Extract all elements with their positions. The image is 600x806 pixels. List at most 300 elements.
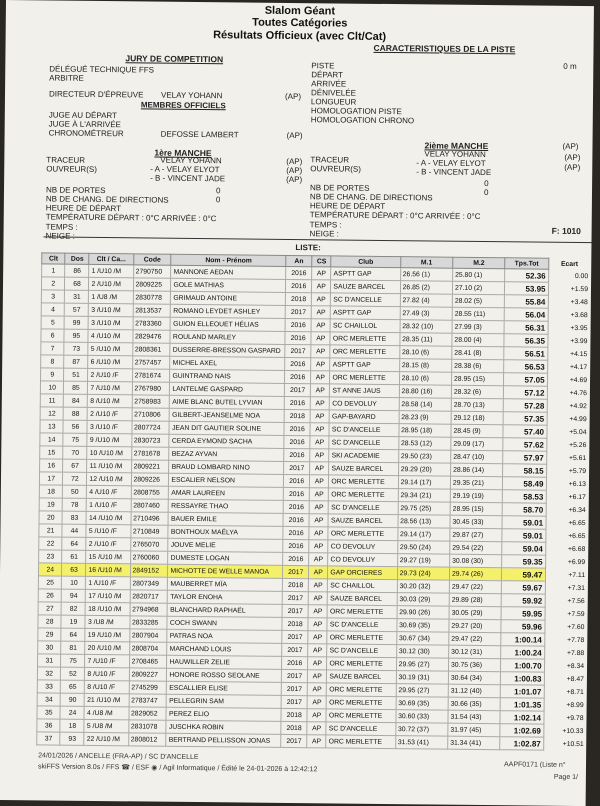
cell-clt-cat: 2 /U10 /M [89, 277, 133, 290]
cell-m1: 28.58 (14) [399, 398, 451, 412]
cell-m2: 30.12 (31) [449, 645, 501, 659]
cell-clt-cat: 7 /U10 /M [88, 381, 132, 394]
cell-m1: 28.56 (13) [398, 515, 450, 529]
cell-m2: 28.95 (15) [450, 502, 502, 516]
jury-arbitre-label: ARBITRE [49, 73, 84, 83]
cell-clt: 21 [39, 524, 63, 537]
cell-dos: 83 [62, 511, 86, 524]
manche1-temps-label: TEMPS : [45, 222, 78, 232]
cell-m2: 29.87 (27) [450, 528, 502, 542]
cell-m1: 30.12 (30) [396, 645, 448, 659]
cell-club: ORC MERLETTE [327, 683, 396, 697]
cell-club: SAUZE BARCEL [328, 592, 397, 606]
manche2-portes-label: NB DE PORTES [310, 183, 370, 193]
cell-clt: 19 [39, 498, 63, 511]
cell-clt-cat: 5 /U8 /M [84, 719, 128, 732]
cell-nom-prenom: MICHEL AXEL [170, 356, 285, 370]
cell-nom-prenom: ESCALIER NELSON [169, 473, 284, 487]
cell-cs: AP [310, 449, 329, 462]
cell-club: SC D'ANCELLE [327, 618, 396, 632]
cell-m1: 30.60 (33) [396, 710, 448, 724]
cell-m1: 29.34 (21) [398, 489, 450, 503]
cell-clt-cat: 3 /U8 /M [85, 615, 129, 628]
cell-m2: 29.54 (22) [450, 541, 502, 555]
membres-officiels-title: MEMBRES OFFICIELS [140, 100, 226, 111]
cell-m1: 29.50 (24) [397, 541, 449, 555]
cell-ecart: +9.78 [566, 714, 584, 722]
cell-tps-tot: 59.95 [501, 607, 544, 620]
cell-cs: AP [307, 709, 326, 722]
cell-clt: 22 [39, 537, 63, 550]
cell-clt: 15 [40, 446, 64, 459]
cell-dos: 10 [62, 576, 86, 589]
cell-cs: AP [307, 683, 326, 696]
cell-cs: AP [309, 501, 328, 514]
column-header-nom-prenom: Nom - Prénom [171, 254, 286, 266]
f-value: F: 1010 [551, 225, 581, 237]
cell-annee: 2016 [283, 552, 309, 565]
cell-annee: 2017 [282, 591, 308, 604]
manche1-portes-label: NB DE PORTES [45, 185, 106, 196]
column-header-ecart: Ecart [560, 260, 579, 268]
cell-ecart: +5.26 [569, 441, 587, 449]
cell-m1: 30.19 (31) [396, 671, 448, 685]
cell-clt: 2 [41, 277, 65, 290]
cell-annee: 2018 [282, 578, 308, 591]
cell-dos: 78 [63, 498, 87, 511]
cell-tps-tot: 58.53 [503, 490, 546, 503]
cell-tps-tot: 57.97 [503, 451, 546, 464]
cell-m2: 31.54 (43) [448, 710, 500, 724]
chronometreur-tag: (AP) [286, 130, 303, 141]
cell-m1: 29.73 (24) [397, 567, 449, 581]
cell-annee: 2016 [283, 500, 309, 513]
cell-m2: 28.45 (9) [451, 424, 503, 438]
manche2-neige-label: NEIGE : [309, 229, 339, 239]
cell-club: ORC MERLETTE [326, 709, 395, 723]
cell-code: 2829476 [132, 330, 170, 343]
manche2-traceur-tag: (AP) [562, 141, 579, 152]
cell-club: GAP-BAYARD [330, 410, 399, 424]
cell-nom-prenom: PEREZ ELIO [166, 707, 281, 721]
cell-clt-cat: 7 /U10 /F [85, 654, 129, 667]
manche1-traceur-tag: (AP) [286, 156, 303, 167]
chronometreur-value: DEFOSSE LAMBERT [160, 129, 239, 140]
piste-title: CARACTERISTIQUES DE LA PISTE [373, 42, 516, 55]
cell-nom-prenom: MAUBERRET MÏA [168, 577, 283, 591]
cell-dos: 68 [65, 277, 89, 290]
cell-nom-prenom: AMAR LAUREEN [169, 486, 284, 500]
cell-cs: AP [311, 319, 330, 332]
cell-nom-prenom: JUSCHKA ROBIN [166, 720, 281, 734]
column-header-m1: M.1 [400, 257, 452, 269]
cell-cs: AP [308, 605, 327, 618]
cell-clt: 33 [37, 680, 61, 693]
footer-list-code: AAPF0171 (Liste n° [503, 761, 566, 769]
cell-ecart: +8.34 [566, 662, 585, 670]
cell-club: CO DEVOLUY [328, 553, 397, 567]
manche2-title: 2ième MANCHE [424, 140, 489, 152]
denivelee-value: 0 m [563, 61, 577, 71]
manche2-chang-label: NB DE CHANG. DE DIRECTIONS [309, 192, 433, 203]
cell-m1: 30.20 (32) [397, 580, 449, 594]
manche1-ouvreur-b-tag: (AP) [286, 174, 303, 185]
cell-m1: 28.35 (11) [400, 333, 452, 347]
cell-code: 2807724 [131, 421, 169, 434]
cell-annee: 2016 [286, 266, 312, 279]
cell-ecart: +6.65 [568, 519, 586, 527]
cell-nom-prenom: PATRAS NOA [167, 629, 282, 643]
cell-cs: AP [311, 345, 330, 358]
cell-dos: 75 [61, 654, 85, 667]
cell-m1: 29.75 (25) [398, 502, 450, 516]
cell-clt-cat: 18 /U10 /M [86, 602, 130, 615]
cell-tps-tot: 1:00.14 [501, 633, 544, 646]
cell-cs: AP [310, 475, 329, 488]
cell-club: SC D'ANCELLE [329, 436, 398, 450]
cell-code: 2708465 [129, 655, 167, 668]
cell-ecart: +5.79 [568, 467, 587, 475]
cell-dos: 56 [63, 420, 87, 433]
cell-club: SC D'ANCELLE [329, 501, 398, 515]
manche2-ouvreur-a-tag: (AP) [564, 152, 581, 163]
homologation-chrono-label: HOMOLOGATION CHRONO [310, 115, 415, 126]
cell-code: 2807460 [131, 499, 169, 512]
longueur-label: LONGUEUR [310, 97, 357, 107]
cell-nom-prenom: GILBERT-JEANSELME NOA [170, 408, 285, 422]
cell-nom-prenom: BAUER EMILE [168, 512, 283, 526]
manche1-temperature: TEMPÉRATURE DÉPART : 0°C ARRIVÉE : 0°C [45, 212, 217, 224]
column-header-m2: M.2 [453, 257, 505, 269]
cell-cs: AP [312, 293, 331, 306]
jury-directeur-value: VELAY YOHANN [160, 90, 223, 101]
cell-code: 2765070 [130, 538, 168, 551]
cell-clt-cat: 3 /U10 /M [89, 316, 133, 329]
cell-clt-cat: 1 /U10 /F [86, 576, 130, 589]
cell-ecart: +8.71 [566, 688, 584, 696]
cell-dos: 94 [62, 589, 86, 602]
cell-club: GAP ORCIERES [328, 566, 397, 580]
cell-ecart: 0.00 [574, 272, 589, 280]
cell-clt: 9 [41, 368, 65, 381]
manche2-ouvreur-b: - B - VINCENT JADE [416, 167, 492, 178]
chronometreur-label: CHRONOMÉTREUR [48, 128, 124, 139]
manche2-chang-value: 0 [483, 188, 489, 198]
cell-annee: 2016 [283, 513, 309, 526]
cell-clt: 35 [37, 706, 61, 719]
cell-dos: 87 [64, 355, 88, 368]
cell-tps-tot: 59.35 [502, 555, 545, 568]
cell-m2: 30.45 (33) [450, 515, 502, 529]
cell-m2: 29.89 (28) [449, 593, 501, 607]
cell-clt: 32 [37, 667, 61, 680]
cell-ecart: +6.99 [567, 558, 586, 566]
cell-annee: 2018 [282, 617, 308, 630]
cell-nom-prenom: MICHOTTE DE WELLE MANOA [168, 564, 283, 578]
cell-clt: 25 [38, 576, 62, 589]
manche2-portes-value: 0 [484, 179, 489, 189]
cell-club: SC D'ANCELLE [331, 293, 400, 307]
cell-club: SC CHAILLOL [330, 319, 399, 333]
manche2-temperature: TEMPÉRATURE DÉPART : 0°C ARRIVÉE : 0°C [309, 210, 481, 221]
cell-nom-prenom: BRAUD LOMBARD NINO [169, 460, 284, 474]
cell-dos: 18 [60, 719, 84, 732]
cell-dos: 99 [65, 316, 89, 329]
column-header-code: Code [133, 254, 171, 265]
cell-m2: 31.34 (41) [448, 736, 500, 750]
cell-dos: 44 [62, 524, 86, 537]
cell-dos: 67 [63, 459, 87, 472]
cell-clt: 34 [37, 693, 61, 706]
cell-cs: AP [309, 488, 328, 501]
manche1-portes-value: 0 [215, 186, 221, 196]
liste-label: LISTE: [295, 243, 321, 253]
cell-code: 2781678 [131, 447, 169, 460]
cell-clt-cat: 9 /U10 /M [87, 433, 131, 446]
footer-software: skiFFS Version 8.0s / FFS ☎ / ESF ◉ / Agil Informatique / Édité le 24-01-2026 à 12:42:12 [37, 763, 318, 774]
cell-tps-tot: 57.40 [503, 425, 546, 438]
cell-clt-cat: 6 /U10 /M [88, 355, 132, 368]
cell-cs: AP [307, 696, 326, 709]
cell-cs: AP [311, 358, 330, 371]
cell-clt: 13 [40, 420, 64, 433]
cell-m2: 28.41 (8) [452, 346, 504, 360]
cell-code: 2831078 [128, 720, 166, 733]
cell-cs: AP [309, 579, 328, 592]
manche2-temps-label: TEMPS : [309, 220, 342, 230]
cell-nom-prenom: JEAN DIT GAUTIER SOLINE [169, 421, 284, 435]
cell-code: 2813537 [133, 304, 171, 317]
cell-club: ORC MERLETTE [327, 657, 396, 671]
piste-label: PISTE [311, 61, 335, 71]
cell-m1: 28.95 (18) [399, 424, 451, 438]
manche2-ouvreur-a: - A - VELAY ELYOT [416, 158, 486, 169]
cell-m2: 30.64 (34) [448, 671, 500, 685]
cell-ecart: +5.61 [568, 454, 587, 462]
cell-clt-cat: 1 /U10 /M [89, 264, 133, 277]
cell-annee: 2017 [283, 565, 309, 578]
cell-cs: AP [311, 306, 330, 319]
cell-annee: 2017 [282, 643, 308, 656]
cell-club: ST ANNE JAUS [330, 384, 399, 398]
results-table [36, 252, 591, 751]
cell-club: SAUZE BARCEL [327, 670, 396, 684]
cell-code: 2809227 [129, 668, 167, 681]
cell-annee: 2016 [284, 396, 310, 409]
cell-code: 2820717 [130, 590, 168, 603]
cell-annee: 2016 [282, 656, 308, 669]
cell-nom-prenom: BONTHOUX MAËLYA [168, 525, 283, 539]
cell-tps-tot: 56.31 [504, 321, 547, 334]
cell-clt-cat: 5 /U10 /F [86, 524, 130, 537]
race-title: Slalom Géant [264, 4, 336, 18]
cell-annee: 2018 [285, 292, 311, 305]
cell-nom-prenom: DUMESTE LOGAN [168, 551, 283, 565]
cell-clt: 26 [38, 589, 62, 602]
cell-club: ORC MERLETTE [327, 605, 396, 619]
cell-ecart: +4.17 [569, 363, 588, 371]
cell-m1: 26.56 (1) [400, 268, 452, 282]
cell-club: SC D'ANCELLE [329, 423, 398, 437]
cell-m2: 28.95 (15) [451, 372, 503, 386]
cell-ecart: +6.68 [568, 545, 586, 553]
cell-clt-cat: 11 /U10 /M [87, 459, 131, 472]
jury-delegue-label: DÉLÉGUÉ TECHNIQUE FFS [49, 64, 155, 75]
cell-nom-prenom: ROMANO LEYDET ASHLEY [171, 304, 286, 318]
cell-m2: 28.00 (4) [452, 333, 504, 347]
cell-nom-prenom: COCH SWANN [167, 616, 282, 630]
cell-m2: 28.32 (6) [451, 385, 503, 399]
cell-annee: 2016 [284, 422, 310, 435]
cell-code: 2830723 [131, 434, 169, 447]
cell-nom-prenom: ROULAND MARLEY [170, 330, 285, 344]
cell-m2: 27.10 (2) [452, 281, 504, 295]
cell-m1: 27.49 (3) [400, 307, 452, 321]
cell-nom-prenom: AIME BLANC BUTEL LYVIAN [170, 395, 285, 409]
cell-cs: AP [311, 384, 330, 397]
cell-code: 2833285 [129, 616, 167, 629]
cell-ecart: +4.15 [570, 350, 588, 358]
footer-place: 24/01/2026 / ANCELLE (FRA-AP) / SC D'ANCELLE [38, 752, 199, 762]
manche1-traceur-value: VELAY YOHANN [160, 155, 222, 166]
cell-clt: 31 [38, 654, 62, 667]
cell-dos: 50 [63, 485, 87, 498]
cell-code: 2783747 [129, 694, 167, 707]
cell-ecart: +1.59 [570, 285, 589, 293]
cell-clt-cat: 15 /U10 /M [86, 550, 130, 563]
cell-cs: AP [307, 722, 326, 735]
cell-clt-cat: 8 /U10 /M [88, 394, 132, 407]
cell-tps-tot: 56.04 [504, 308, 547, 321]
cell-dos: 88 [64, 407, 88, 420]
cell-club: ORC MERLETTE [327, 696, 396, 710]
cell-code: 2809226 [131, 473, 169, 486]
cell-nom-prenom: GUION ELLEOUET HÉLIAS [171, 317, 286, 331]
cell-dos: 51 [64, 368, 88, 381]
cell-m1: 26.85 (2) [400, 281, 452, 295]
cell-nom-prenom: GUINTRAND NAIS [170, 369, 285, 383]
column-header-dos: Dos [65, 253, 89, 264]
cell-annee: 2016 [285, 357, 311, 370]
cell-clt-cat: 4 /U10 /M [88, 329, 132, 342]
manche2-ouvreurs-label: OUVREUR(S) [310, 164, 361, 174]
cell-ecart: +7.59 [567, 610, 585, 618]
cell-code: 2809221 [131, 460, 169, 473]
cell-dos: 57 [65, 303, 89, 316]
cell-cs: AP [308, 670, 327, 683]
cell-clt-cat: 17 /U10 /M [86, 589, 130, 602]
cell-annee: 2017 [281, 682, 307, 695]
cell-club: ASPTT GAP [331, 306, 400, 320]
cell-club: SAUZE BARCEL [331, 280, 400, 294]
cell-dos: 72 [63, 472, 87, 485]
cell-clt: 4 [41, 303, 65, 316]
cell-dos: 24 [60, 706, 84, 719]
cell-nom-prenom: MARCHAND LOUIS [167, 642, 282, 656]
cell-code: 2767980 [132, 382, 170, 395]
cell-nom-prenom: JOUVE MELIE [168, 538, 283, 552]
manche2-ouvreur-b-tag: (AP) [564, 162, 581, 173]
cell-code: 2790750 [133, 265, 171, 278]
cell-clt: 17 [39, 472, 63, 485]
cell-club: ORC MERLETTE [329, 488, 398, 502]
cell-clt: 37 [37, 732, 61, 745]
cell-clt: 7 [41, 342, 65, 355]
cell-m2: 31.97 (45) [448, 723, 500, 737]
cell-nom-prenom: DUSSERRE-BRESSON GASPARD [170, 343, 285, 357]
manche1-chang-value: 0 [215, 195, 221, 205]
cell-club: SC D'ANCELLE [327, 644, 396, 658]
cell-nom-prenom: BERTRAND PELLISSON JONAS [166, 733, 281, 747]
cell-nom-prenom: PELLEGRIN SAM [167, 694, 282, 708]
cell-club: ORC MERLETTE [328, 527, 397, 541]
cell-annee: 2016 [286, 279, 312, 292]
cell-cs: AP [311, 332, 330, 345]
cell-annee: 2018 [281, 721, 307, 734]
cell-club: ORC MERLETTE [329, 475, 398, 489]
arrivee-label: ARRIVÉE [311, 79, 347, 89]
cell-clt-cat: 19 /U10 /M [85, 628, 129, 641]
cell-m2: 30.05 (29) [449, 606, 501, 620]
column-header-cs: CS [312, 256, 331, 267]
cell-annee: 2017 [284, 461, 310, 474]
cell-club: ORC MERLETTE [330, 371, 399, 385]
cell-dos: 63 [62, 563, 86, 576]
cell-clt-cat: 2 /U10 /F [88, 368, 132, 381]
cell-clt-cat: 8 /U10 /F [85, 680, 129, 693]
cell-cs: AP [312, 280, 331, 293]
cell-tps-tot: 1:01.07 [501, 685, 544, 698]
cell-m2: 25.80 (1) [453, 268, 505, 282]
cell-m2: 28.47 (10) [451, 450, 503, 464]
cell-clt: 36 [37, 719, 61, 732]
cell-annee: 2017 [285, 383, 311, 396]
juge-arrivee-label: JUGE À L'ARRIVÉE [48, 119, 121, 130]
manche1-ouvreur-a-tag: (AP) [286, 165, 303, 176]
cell-code: 2808755 [131, 486, 169, 499]
cell-clt: 5 [41, 316, 65, 329]
cell-clt: 3 [41, 290, 65, 303]
cell-clt-cat: 1 /U8 /M [89, 290, 133, 303]
cell-m2: 28.02 (5) [452, 294, 504, 308]
cell-tps-tot: 55.84 [505, 295, 548, 308]
cell-cs: AP [308, 644, 327, 657]
cell-code: 2830778 [133, 291, 171, 304]
cell-clt: 29 [38, 628, 62, 641]
jury-directeur-label: DIRECTEUR D'ÉPREUVE [48, 89, 144, 100]
cell-ecart: +6.13 [568, 480, 586, 488]
cell-clt: 1 [42, 264, 66, 277]
cell-dos: 75 [63, 433, 87, 446]
cell-annee: 2016 [283, 539, 309, 552]
cell-m1: 28.15 (8) [399, 359, 451, 373]
cell-annee: 2017 [282, 604, 308, 617]
cell-cs: AP [309, 553, 328, 566]
column-header-tps-tot: Tps.Tot [505, 258, 548, 269]
cell-m2: 29.47 (22) [449, 580, 501, 594]
cell-cs: AP [310, 410, 329, 423]
cell-nom-prenom: CERDA EYMOND SACHA [169, 434, 284, 448]
cell-m1: 30.72 (37) [395, 723, 447, 737]
cell-m2: 31.12 (40) [448, 684, 500, 698]
cell-ecart: +6.34 [568, 506, 586, 514]
cell-clt-cat: 20 /U10 /M [85, 641, 129, 654]
cell-club: ASPTT GAP [330, 358, 399, 372]
cell-cs: AP [308, 657, 327, 670]
cell-m2: 29.74 (26) [449, 567, 501, 581]
cell-club: SAUZE BARCEL [329, 462, 398, 476]
cell-nom-prenom: BEZAZ AYVAN [169, 447, 284, 461]
